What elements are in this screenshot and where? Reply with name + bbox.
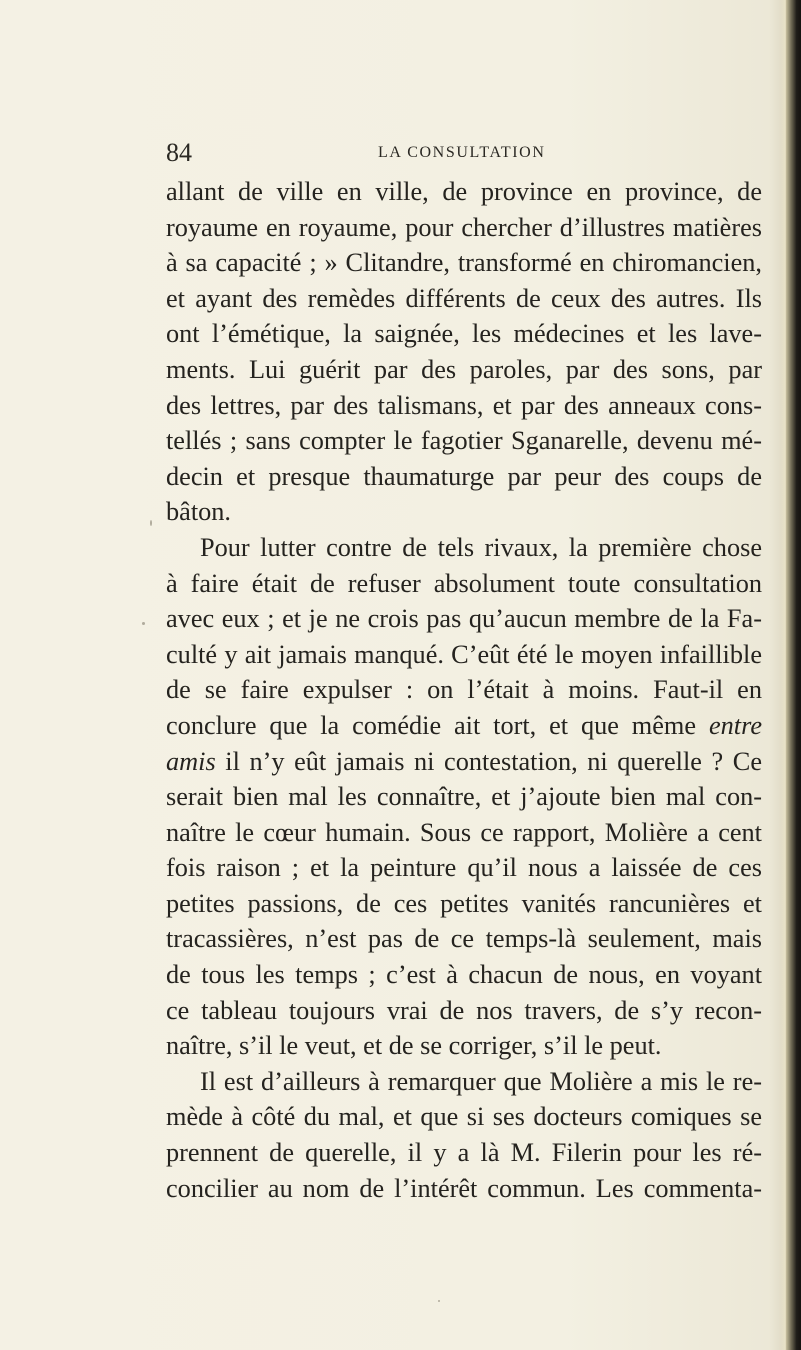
paper-speck (142, 622, 145, 625)
text-line: des lettres, par des talismans, et par des anneaux cons- (166, 390, 762, 420)
text-line: de se faire expulser : on l’était à moins. Faut-il en (166, 675, 762, 705)
text-line: ments. Lui guérit par des paroles, par des sons, par (166, 354, 762, 384)
text-line: culté y ait jamais manqué. C’eût été le moyen infaillible (166, 639, 762, 669)
text-segment: conclure que la comédie ait tort, et que même (166, 710, 697, 740)
text-line: prennent de querelle, il y a là M. Filerin pour les ré- (166, 1138, 762, 1168)
italic-word: amis (166, 746, 216, 776)
italic-word: entre (708, 710, 762, 740)
paper-speck (438, 1300, 440, 1302)
text-line: bâton. (166, 497, 231, 527)
text-line: tellés ; sans compter le fagotier Sganarelle, devenu mé- (166, 426, 762, 456)
text-line: et ayant des remèdes différents de ceux des autres. Ils (166, 283, 762, 313)
text-line: concilier au nom de l’intérêt commun. Les commenta- (166, 1173, 762, 1203)
text-line: naître, s’il le veut, et de se corriger, s’il le peut. (166, 1031, 662, 1061)
running-title: LA CONSULTATION (378, 144, 546, 161)
text-line (166, 708, 762, 744)
text-line: tracassières, n’est pas de ce temps-là seulement, mais (166, 924, 762, 954)
text-segment: il n’y eût jamais ni contestation, ni querelle ? Ce (225, 746, 762, 776)
text-line: à faire était de refuser absolument toute consultation (166, 568, 762, 598)
text-line: petites passions, de ces petites vanités rancunières et (166, 888, 762, 918)
paper-speck (150, 520, 152, 526)
paragraph-start-line: Pour lutter contre de tels rivaux, la première chose (200, 532, 762, 562)
text-line (166, 744, 762, 780)
text-line: fois raison ; et la peinture qu’il nous a laissée de ces (166, 853, 762, 883)
text-line: naître le cœur humain. Sous ce rapport, Molière a cent (166, 817, 762, 847)
page-number: 84 (166, 138, 192, 167)
body-text (166, 174, 762, 1206)
text-line: à sa capacité ; » Clitandre, transformé en chiromancien, (166, 248, 762, 278)
text-line: decin et presque thaumaturge par peur des coups de (166, 461, 762, 491)
text-line: ont l’émétique, la saignée, les médecines et les lave- (166, 319, 762, 349)
running-header (166, 136, 756, 170)
binding-shadow (786, 0, 801, 1350)
text-line: ce tableau toujours vrai de nos travers, de s’y recon- (166, 995, 762, 1025)
text-line: serait bien mal les connaître, et j’ajoute bien mal con- (166, 782, 762, 812)
paragraph-start-line: Il est d’ailleurs à remarquer que Molière a mis le re- (200, 1066, 762, 1096)
text-line: royaume en royaume, pour chercher d’illustres matières (166, 212, 762, 242)
text-line: de tous les temps ; c’est à chacun de nous, en voyant (166, 960, 762, 990)
text-line: mède à côté du mal, et que si ses docteurs comiques se (166, 1102, 762, 1132)
text-line: avec eux ; et je ne crois pas qu’aucun membre de la Fa- (166, 604, 762, 634)
text-line: allant de ville en ville, de province en province, de (166, 177, 762, 206)
